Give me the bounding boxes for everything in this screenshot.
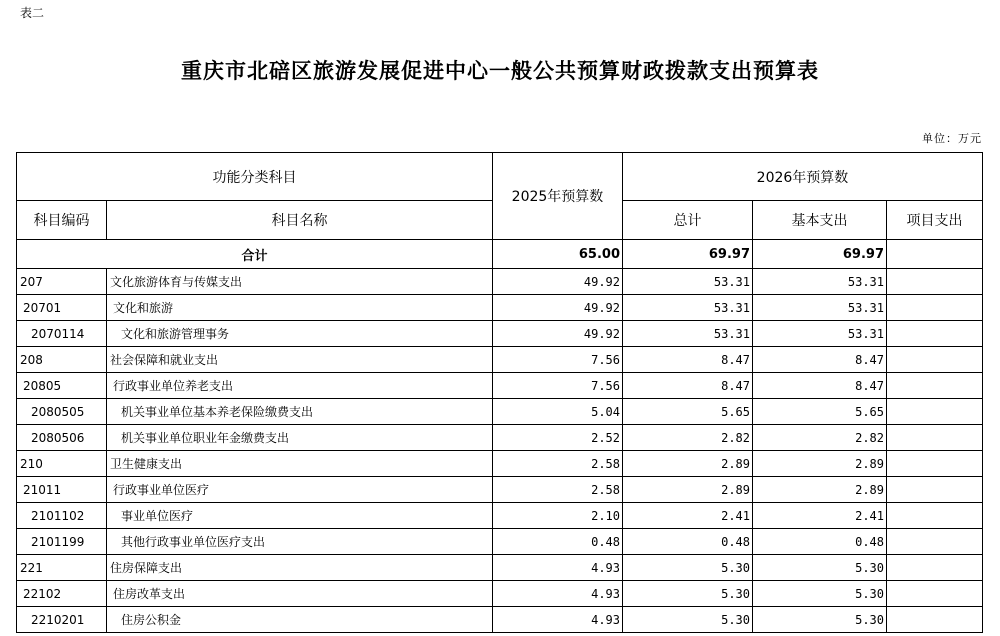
budget-2026-basic-cell: 53.31	[753, 269, 887, 295]
budget-2026-project-cell	[887, 321, 983, 347]
table-row	[17, 555, 983, 581]
budget-2026-basic-cell: 0.48	[753, 529, 887, 555]
project-header: 项目支出	[887, 201, 983, 240]
budget-2026-basic-cell: 53.31	[753, 321, 887, 347]
subject-code-cell: 221	[17, 555, 107, 581]
budget-2026-project-cell	[887, 295, 983, 321]
subject-code-cell: 2080505	[17, 399, 107, 425]
budget-2026-project-cell	[887, 269, 983, 295]
budget-2026-total-cell: 5.30	[623, 555, 753, 581]
subject-name-cell: 其他行政事业单位医疗支出	[107, 529, 493, 555]
budget-2026-total-cell: 8.47	[623, 373, 753, 399]
budget-2026-project-cell	[887, 607, 983, 633]
subject-name-cell: 住房改革支出	[107, 581, 493, 607]
table-row	[17, 347, 983, 373]
budget-2026-project-cell	[887, 399, 983, 425]
subject-code-cell: 2210201	[17, 607, 107, 633]
budget-2026-basic-cell: 2.89	[753, 477, 887, 503]
table-row	[17, 581, 983, 607]
budget-2025-cell: 49.92	[493, 321, 623, 347]
subject-code-cell: 21011	[17, 477, 107, 503]
budget-2026-total-cell: 2.89	[623, 477, 753, 503]
total-2025-value: 65.00	[493, 240, 623, 269]
table-number-label: 表二	[20, 6, 45, 20]
subject-name-cell: 卫生健康支出	[107, 451, 493, 477]
subject-code-cell: 208	[17, 347, 107, 373]
code-header: 科目编码	[17, 201, 107, 240]
budget-2026-total-cell: 5.65	[623, 399, 753, 425]
subject-name-cell: 住房公积金	[107, 607, 493, 633]
budget-2026-basic-cell: 5.30	[753, 555, 887, 581]
budget-2026-basic-cell: 2.82	[753, 425, 887, 451]
subject-code-cell: 20805	[17, 373, 107, 399]
subject-code-cell: 2080506	[17, 425, 107, 451]
unit-label: 单位：万元	[922, 132, 982, 145]
total-header: 总计	[623, 201, 753, 240]
budget-2026-project-cell	[887, 347, 983, 373]
budget-2025-cell: 5.04	[493, 399, 623, 425]
table-row	[17, 373, 983, 399]
budget-2025-cell: 2.58	[493, 477, 623, 503]
table-row	[17, 607, 983, 633]
budget-2026-project-cell	[887, 529, 983, 555]
budget-2026-project-cell	[887, 451, 983, 477]
budget-2026-total-cell: 8.47	[623, 347, 753, 373]
budget-2026-total-cell: 2.41	[623, 503, 753, 529]
budget-2026-total-cell: 5.30	[623, 581, 753, 607]
total-2026-basic-value: 69.97	[753, 240, 887, 269]
budget-2025-cell: 7.56	[493, 373, 623, 399]
table-row	[17, 295, 983, 321]
total-label: 合计	[17, 240, 493, 269]
subject-code-cell: 207	[17, 269, 107, 295]
subject-code-cell: 2101102	[17, 503, 107, 529]
table-row	[17, 529, 983, 555]
budget-2026-basic-cell: 5.65	[753, 399, 887, 425]
subject-name-cell: 住房保障支出	[107, 555, 493, 581]
budget-2026-basic-cell: 8.47	[753, 373, 887, 399]
budget-2025-cell: 0.48	[493, 529, 623, 555]
budget-2026-project-cell	[887, 477, 983, 503]
table-row	[17, 399, 983, 425]
budget-2026-header: 2026年预算数	[623, 153, 983, 201]
subject-name-cell: 文化和旅游管理事务	[107, 321, 493, 347]
budget-2025-cell: 4.93	[493, 607, 623, 633]
subject-name-cell: 机关事业单位基本养老保险缴费支出	[107, 399, 493, 425]
subject-code-cell: 210	[17, 451, 107, 477]
budget-2026-project-cell	[887, 373, 983, 399]
budget-2025-cell: 7.56	[493, 347, 623, 373]
budget-table	[16, 152, 983, 633]
budget-2026-project-cell	[887, 425, 983, 451]
subject-name-cell: 文化旅游体育与传媒支出	[107, 269, 493, 295]
table-row	[17, 477, 983, 503]
budget-2025-cell: 4.93	[493, 581, 623, 607]
subject-name-cell: 行政事业单位养老支出	[107, 373, 493, 399]
budget-2025-cell: 49.92	[493, 295, 623, 321]
budget-2026-project-cell	[887, 581, 983, 607]
budget-2026-total-cell: 53.31	[623, 295, 753, 321]
budget-2026-total-cell: 5.30	[623, 607, 753, 633]
budget-2026-basic-cell: 5.30	[753, 581, 887, 607]
page-title: 重庆市北碚区旅游发展促进中心一般公共预算财政拨款支出预算表	[181, 59, 819, 83]
budget-2026-basic-cell: 5.30	[753, 607, 887, 633]
budget-2026-basic-cell: 8.47	[753, 347, 887, 373]
subject-name-cell: 行政事业单位医疗	[107, 477, 493, 503]
budget-2025-cell: 2.52	[493, 425, 623, 451]
budget-2026-total-cell: 2.89	[623, 451, 753, 477]
func-category-header: 功能分类科目	[17, 153, 493, 201]
subject-name-cell: 文化和旅游	[107, 295, 493, 321]
subject-code-cell: 20701	[17, 295, 107, 321]
table-row	[17, 451, 983, 477]
budget-2025-cell: 49.92	[493, 269, 623, 295]
subject-code-cell: 2101199	[17, 529, 107, 555]
basic-header: 基本支出	[753, 201, 887, 240]
budget-2025-cell: 2.10	[493, 503, 623, 529]
total-2026-project-value	[887, 240, 983, 269]
budget-2026-total-cell: 53.31	[623, 321, 753, 347]
budget-2026-basic-cell: 2.89	[753, 451, 887, 477]
total-row	[17, 240, 983, 269]
subject-name-cell: 机关事业单位职业年金缴费支出	[107, 425, 493, 451]
table-row	[17, 425, 983, 451]
budget-2026-total-cell: 53.31	[623, 269, 753, 295]
budget-2025-header: 2025年预算数	[493, 153, 623, 240]
budget-2026-basic-cell: 53.31	[753, 295, 887, 321]
budget-2026-total-cell: 2.82	[623, 425, 753, 451]
budget-2026-basic-cell: 2.41	[753, 503, 887, 529]
subject-name-cell: 事业单位医疗	[107, 503, 493, 529]
subject-code-cell: 22102	[17, 581, 107, 607]
budget-2025-cell: 4.93	[493, 555, 623, 581]
name-header: 科目名称	[107, 201, 493, 240]
table-row	[17, 321, 983, 347]
table-row	[17, 503, 983, 529]
budget-2025-cell: 2.58	[493, 451, 623, 477]
table-row	[17, 269, 983, 295]
subject-code-cell: 2070114	[17, 321, 107, 347]
budget-2026-project-cell	[887, 503, 983, 529]
budget-2026-project-cell	[887, 555, 983, 581]
subject-name-cell: 社会保障和就业支出	[107, 347, 493, 373]
total-2026-total-value: 69.97	[623, 240, 753, 269]
budget-2026-total-cell: 0.48	[623, 529, 753, 555]
